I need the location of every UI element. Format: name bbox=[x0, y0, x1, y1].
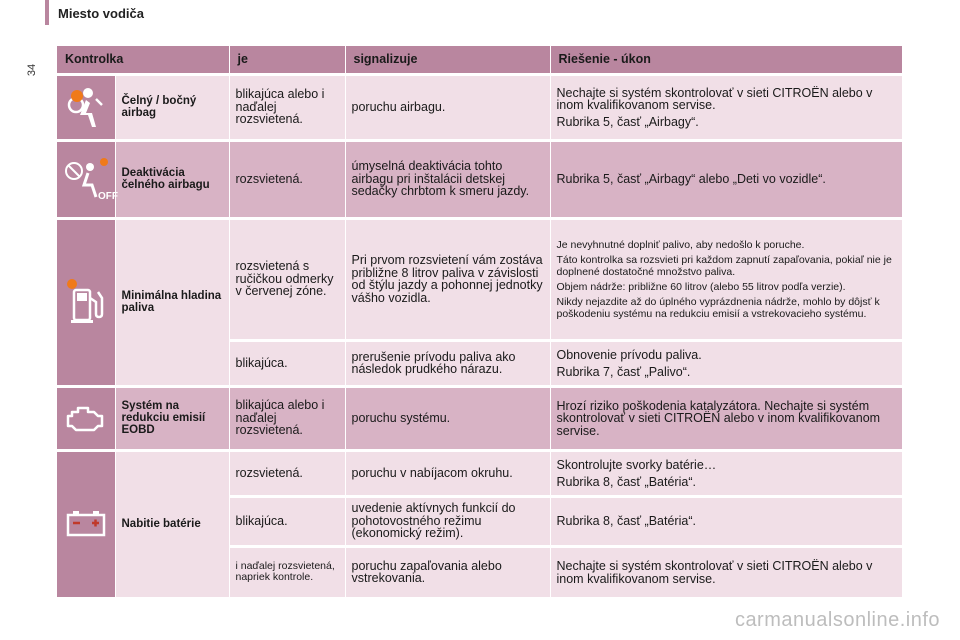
solution-text: Objem nádrže: približne 60 litrov (alebo 55 litrov podľa verzie). bbox=[556, 281, 846, 293]
table-row-airbag bbox=[57, 74, 902, 140]
signal-airbag: poruchu airbagu. bbox=[345, 74, 550, 140]
solution-battery-persistent bbox=[550, 546, 902, 598]
lamp-name-airbag-deactivation: Deaktivácia čelného airbagu bbox=[115, 140, 229, 218]
solution-text: Je nevyhnutné doplniť palivo, aby nedošlo k poruche. bbox=[556, 239, 805, 251]
state-fuel-blink: blikajúca. bbox=[229, 340, 345, 386]
lamp-name-eobd: Systém na redukciu emisií EOBD bbox=[115, 386, 229, 450]
table-row-fuel-low bbox=[57, 218, 902, 340]
solution-airbag bbox=[550, 74, 902, 140]
signal-fuel-blink: prerušenie prívodu paliva ako následok prudkého nárazu. bbox=[345, 340, 550, 386]
lamp-name-fuel: Minimálna hladina paliva bbox=[115, 218, 229, 386]
column-header-je: je bbox=[229, 46, 345, 74]
solution-text: Rubrika 5, časť „Airbagy“ alebo „Deti vo vozidle“. bbox=[556, 172, 826, 187]
battery-icon bbox=[57, 450, 115, 598]
column-header-signalizuje: signalizuje bbox=[345, 46, 550, 74]
fuel-pump-icon bbox=[57, 218, 115, 386]
signal-fuel-lit: Pri prvom rozsvietení vám zostáva približne 8 litrov paliva v závislosti od štýlu jazdy a pohonnej jednotky vášho vozidla. bbox=[345, 218, 550, 340]
column-header-kontrolka: Kontrolka bbox=[57, 46, 229, 74]
signal-battery-lit: poruchu v nabíjacom okruhu. bbox=[345, 450, 550, 496]
solution-text: Rubrika 8, časť „Batéria“. bbox=[556, 474, 696, 489]
column-header-riesenie: Riešenie - úkon bbox=[550, 46, 902, 74]
solution-text: Skontrolujte svorky batérie… bbox=[556, 458, 717, 472]
solution-text: Nechajte si systém skontrolovať v sieti CITROËN alebo v inom kvalifikovanom servise. bbox=[556, 559, 873, 586]
solution-battery-blink bbox=[550, 496, 902, 546]
table-row-eobd bbox=[57, 386, 902, 450]
solution-text: Rubrika 8, časť „Batéria“. bbox=[556, 514, 696, 529]
state-battery-lit: rozsvietená. bbox=[229, 450, 345, 496]
solution-eobd bbox=[550, 386, 902, 450]
solution-text: Táto kontrolka sa rozsvieti pri každom zapnutí zapaľovania, pokiaľ nie je doplnené dostatočné množstvo paliva. bbox=[556, 254, 892, 278]
svg-text:OFF: OFF bbox=[97, 191, 118, 202]
solution-text: Rubrika 5, časť „Airbagy“. bbox=[556, 114, 699, 129]
solution-battery-lit bbox=[550, 450, 902, 496]
solution-text: Nikdy nejazdite až do úplného vyprázdnenia nádrže, mohlo by dôjsť k poškodeniu systému na redukciu emisií a vstrekovacieho systému. bbox=[556, 296, 880, 320]
solution-text: Obnovenie prívodu paliva. bbox=[556, 348, 702, 362]
state-airbag: blikajúca alebo i naďalej rozsvietená. bbox=[229, 74, 345, 140]
page-title: Miesto vodiča bbox=[58, 6, 144, 21]
lamp-name-battery: Nabitie batérie bbox=[115, 450, 229, 598]
airbag-warning-icon bbox=[57, 74, 115, 140]
solution-fuel-lit bbox=[550, 218, 902, 340]
state-airbag-deactivation: rozsvietená. bbox=[229, 140, 345, 218]
signal-battery-persistent: poruchu zapaľovania alebo vstrekovania. bbox=[345, 546, 550, 598]
state-battery-persistent: i naďalej rozsvietená, napriek kontrole. bbox=[229, 546, 345, 598]
signal-battery-blink: uvedenie aktívnych funkcií do pohotovostného režimu (ekonomický režim). bbox=[345, 496, 550, 546]
side-accent-bar bbox=[45, 0, 49, 25]
solution-fuel-blink bbox=[550, 340, 902, 386]
state-eobd: blikajúca alebo i naďalej rozsvietená. bbox=[229, 386, 345, 450]
signal-eobd: poruchu systému. bbox=[345, 386, 550, 450]
table-row-airbag-deactivation bbox=[57, 140, 902, 218]
state-fuel-lit: rozsvietená s ručičkou odmerky v červenej zóne. bbox=[229, 218, 345, 340]
page-number: 34 bbox=[26, 63, 39, 77]
solution-text: Rubrika 7, časť „Palivo“. bbox=[556, 364, 691, 379]
airbag-deactivation-icon bbox=[57, 140, 118, 218]
solution-airbag-deactivation bbox=[550, 140, 902, 218]
table-row-battery-lit bbox=[57, 450, 902, 496]
signal-airbag-deactivation: úmyselná deaktivácia tohto airbagu pri inštalácii detskej sedačky chrbtom k smeru jazdy. bbox=[345, 140, 550, 218]
warning-lamps-table bbox=[57, 46, 903, 600]
engine-check-icon bbox=[57, 386, 115, 450]
watermark-text: carmanualsonline.info bbox=[734, 609, 940, 631]
lamp-name-airbag: Čelný / bočný airbag bbox=[115, 74, 229, 140]
solution-text: Nechajte si systém skontrolovať v sieti CITROËN alebo v inom kvalifikovanom servise. bbox=[556, 85, 873, 113]
state-battery-blink: blikajúca. bbox=[229, 496, 345, 546]
solution-text: Hrozí riziko poškodenia katalyzátora. Nechajte si systém skontrolovať v sieti CITROËN alebo v inom kvalifikovanom servise. bbox=[556, 398, 881, 438]
table-header-row bbox=[57, 46, 902, 74]
